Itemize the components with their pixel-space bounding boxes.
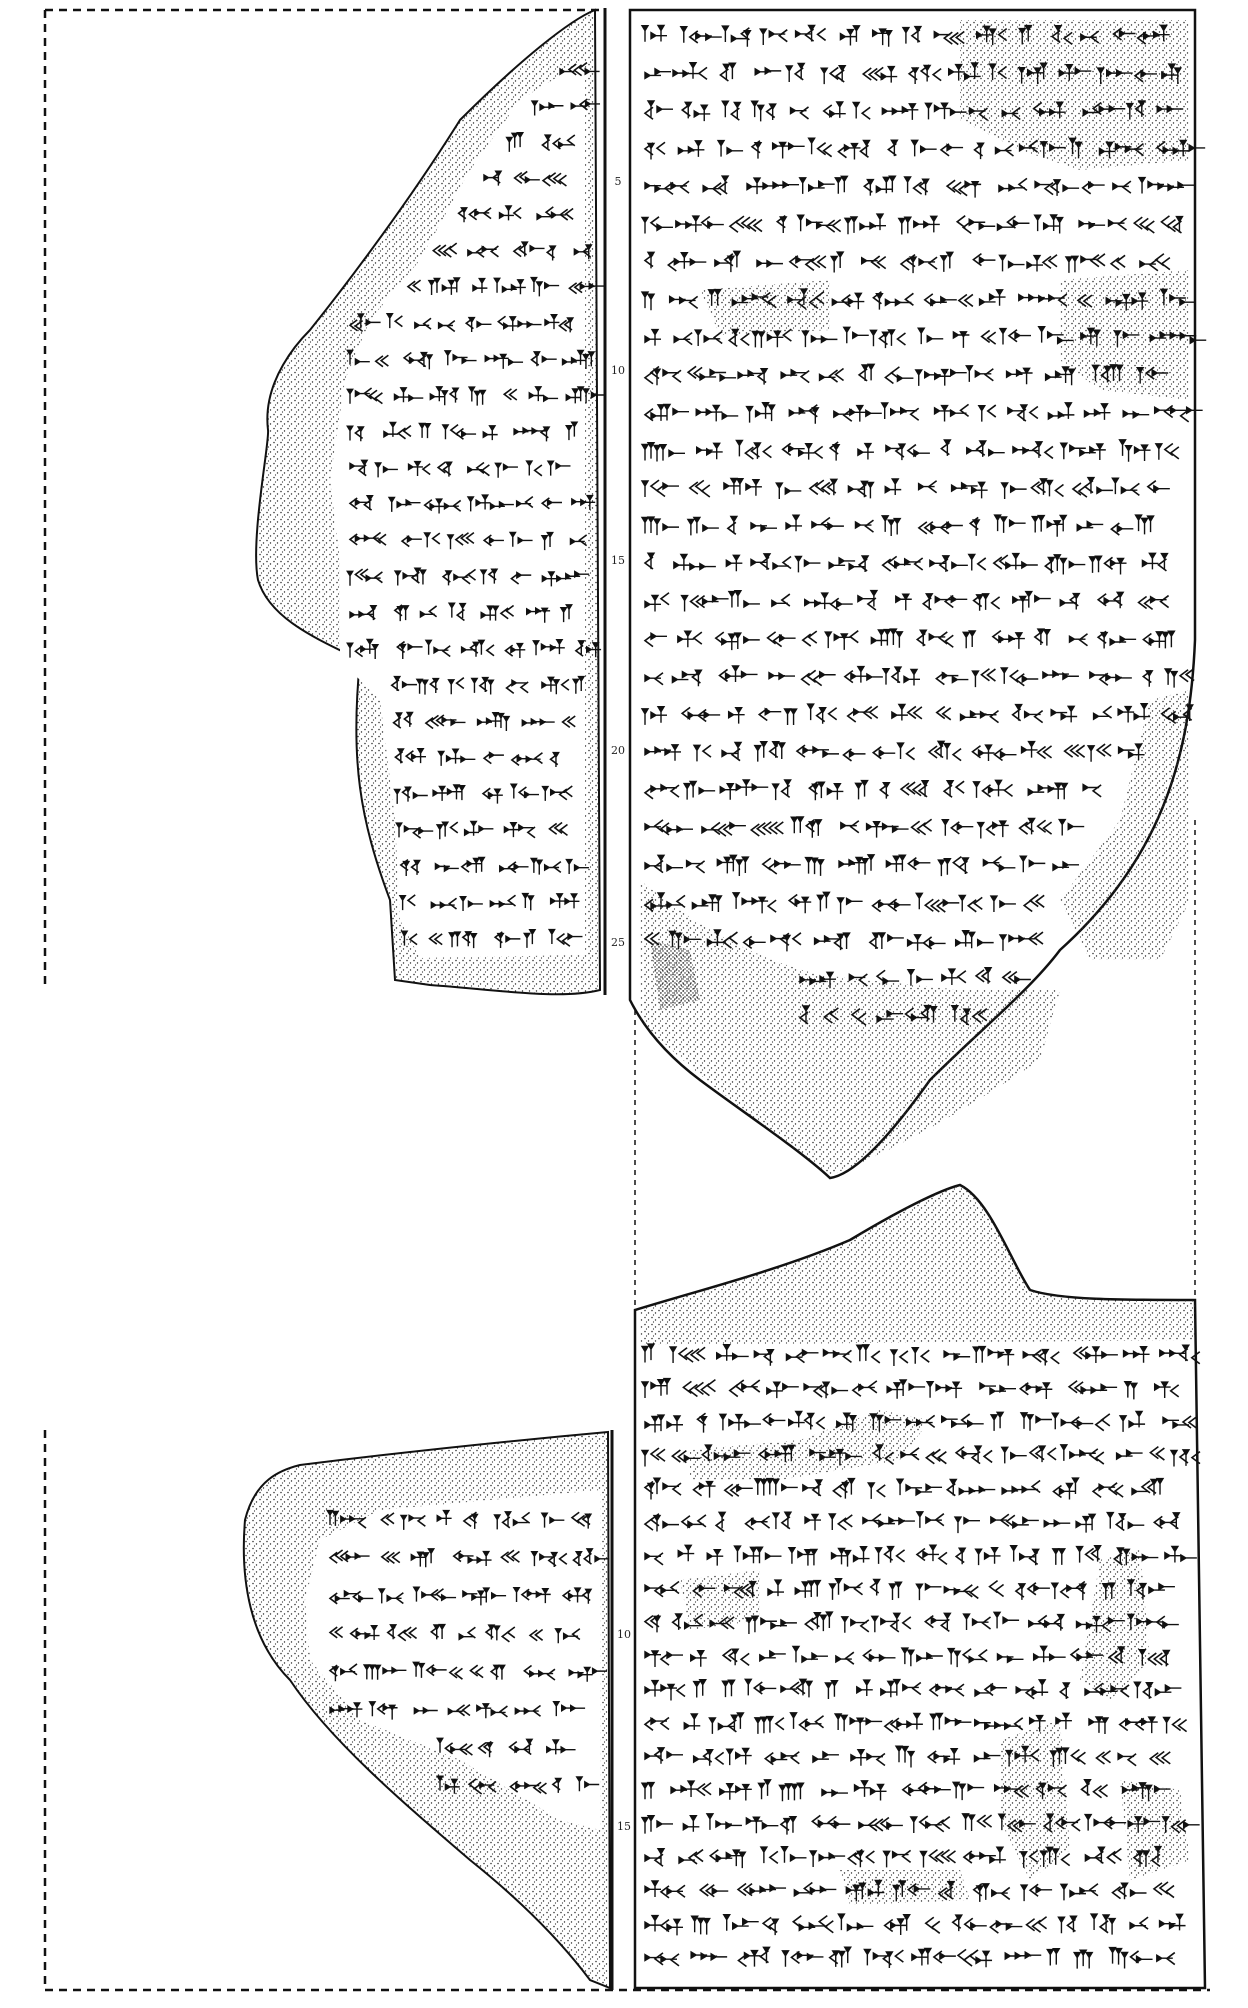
line-number-10: 10 xyxy=(611,364,625,377)
line-number-lower-15: 15 xyxy=(617,1820,631,1833)
line-number-lower-10: 10 xyxy=(617,1628,631,1641)
line-number-15: 15 xyxy=(611,554,625,567)
line-number-20: 20 xyxy=(611,744,625,757)
line-number-5: 5 xyxy=(614,175,622,188)
line-number-25: 25 xyxy=(611,936,625,949)
